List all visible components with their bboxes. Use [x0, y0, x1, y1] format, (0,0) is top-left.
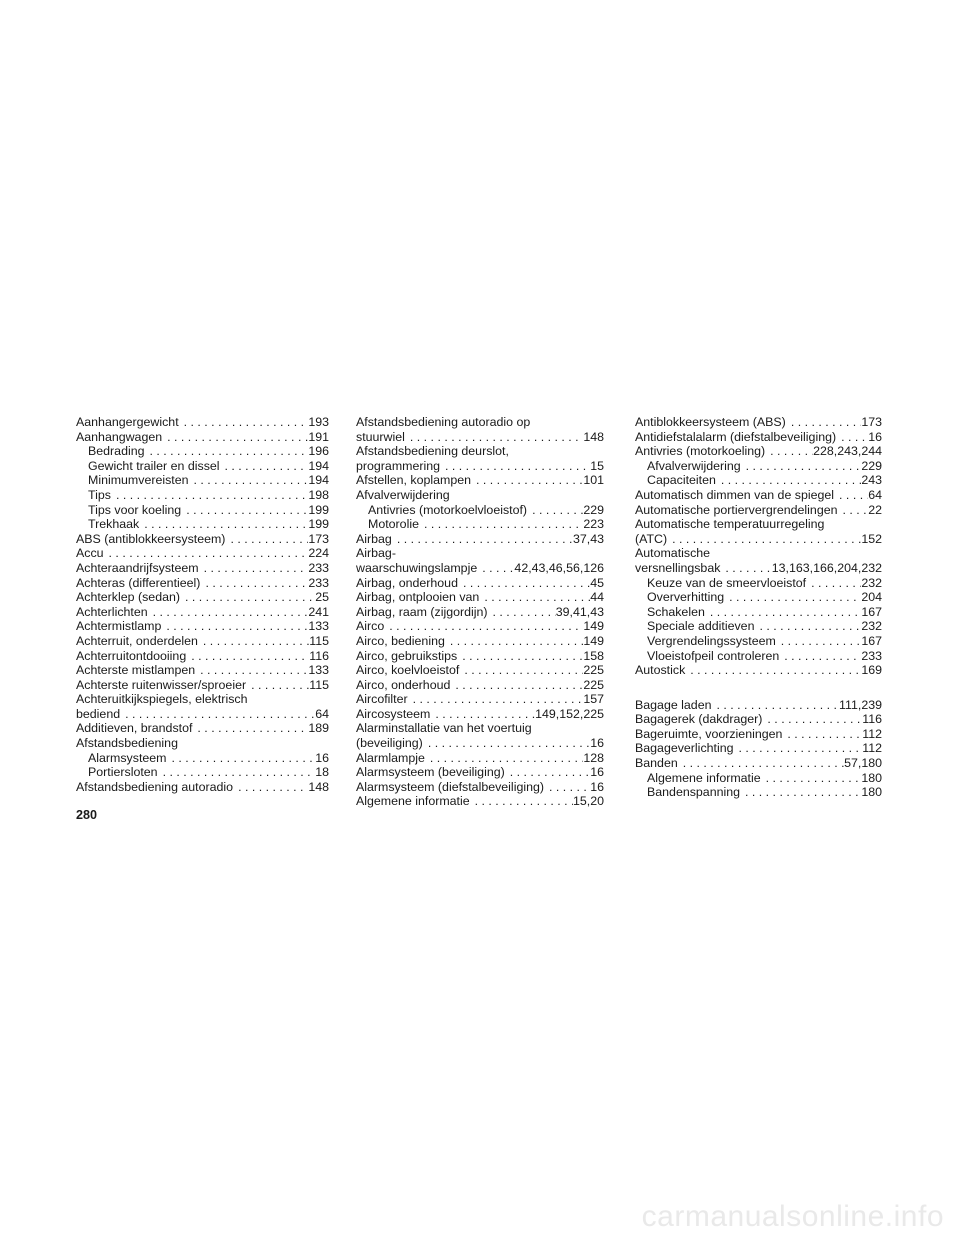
dot-leader	[158, 765, 316, 780]
entry-label: Bagage laden	[635, 697, 712, 712]
entry-page-ref: 16	[315, 750, 329, 765]
index-entry	[356, 605, 604, 620]
dot-leader	[720, 561, 771, 576]
entry-page-ref: 39,41,43	[555, 604, 604, 619]
dot-leader	[189, 473, 309, 488]
entry-page-ref: 225	[583, 663, 604, 678]
index-heading: Afstandsbediening deurslot,	[356, 444, 509, 459]
entry-page-ref: 37,43	[572, 531, 604, 546]
index-entry	[635, 663, 882, 678]
entry-label: (beveiliging)	[356, 736, 423, 751]
entry-page-ref: 112	[862, 726, 882, 741]
index-entry	[356, 649, 604, 664]
dot-leader	[479, 590, 590, 605]
entry-label: Algemene informatie	[356, 794, 470, 809]
entry-label: Trekhaak	[88, 517, 140, 532]
entry-page-ref: 128	[583, 750, 604, 765]
dot-leader	[200, 576, 308, 591]
index-subentry	[76, 765, 329, 780]
index-entry	[76, 605, 329, 620]
entry-page-ref: 224	[308, 546, 329, 561]
entry-page-ref: 169	[861, 663, 882, 678]
dot-leader	[233, 780, 308, 795]
entry-page-ref: 232	[861, 619, 882, 634]
index-entry	[76, 634, 329, 649]
entry-label: Airco	[356, 619, 385, 634]
entry-page-ref: 233	[308, 560, 329, 575]
index-subentry	[635, 473, 882, 488]
index-subentry	[76, 751, 329, 766]
dot-leader	[458, 576, 590, 591]
index-heading: Automatische temperatuurregeling	[635, 517, 825, 532]
dot-leader	[786, 415, 862, 430]
index-column-2	[356, 415, 604, 809]
entry-label: Airco, bediening	[356, 633, 445, 648]
dot-leader	[192, 721, 308, 736]
entry-label: Gewicht trailer en dissel	[88, 458, 220, 473]
dot-leader	[162, 430, 308, 445]
entry-page-ref: 116	[309, 648, 329, 663]
index-subentry	[76, 517, 329, 532]
index-subentry	[635, 619, 882, 634]
entry-label: Alarmsysteem	[88, 750, 167, 765]
entry-label: Motorolie	[368, 517, 419, 532]
dot-leader	[120, 707, 315, 722]
index-subentry	[635, 634, 882, 649]
index-entry	[635, 712, 882, 727]
entry-page-ref: 116	[862, 712, 882, 727]
entry-label: Speciale additieven	[647, 619, 755, 634]
dot-leader	[104, 546, 309, 561]
entry-label: Achterruitontdooiing	[76, 648, 187, 663]
index-entry	[356, 590, 604, 605]
index-entry	[356, 619, 604, 634]
index-entry	[76, 532, 329, 547]
entry-label: Antidiefstalalarm (diefstalbeveiliging)	[635, 429, 837, 444]
entry-page-ref: 158	[583, 648, 604, 663]
entry-page-ref: 149,152,225	[535, 706, 604, 721]
entry-label: Afstellen, koplampen	[356, 473, 472, 488]
index-entry	[356, 576, 604, 591]
entry-label: Airco, gebruikstips	[356, 648, 458, 663]
entry-label: Oververhitting	[647, 590, 725, 605]
entry-page-ref: 115	[309, 633, 329, 648]
index-heading: Afstandsbediening	[76, 736, 178, 751]
index-entry	[356, 765, 604, 780]
index-entry	[76, 430, 329, 445]
entry-page-ref: 101	[583, 473, 604, 488]
entry-label: Vergrendelingssysteem	[647, 633, 776, 648]
entry-label: Antivries (motorkoeling)	[635, 444, 766, 459]
entry-label: Minimumvereisten	[88, 473, 189, 488]
entry-page-ref: 167	[861, 633, 882, 648]
entry-label: Afvalverwijdering	[647, 458, 741, 473]
entry-page-ref: 44	[590, 590, 604, 605]
dot-leader	[457, 649, 583, 664]
index-entry	[635, 488, 882, 503]
index-entry	[356, 780, 604, 795]
index-entry	[356, 473, 604, 488]
dot-leader	[782, 727, 862, 742]
entry-page-ref: 233	[861, 648, 882, 663]
entry-label: Bagageverlichting	[635, 741, 734, 756]
entry-page-ref: 223	[583, 517, 604, 532]
section-gap	[635, 678, 882, 698]
index-entry	[356, 678, 604, 693]
dot-leader	[741, 459, 862, 474]
entry-label: Airco, onderhoud	[356, 677, 451, 692]
index-heading: Airbag-	[356, 546, 396, 561]
index-entry	[635, 532, 882, 547]
index-entry	[76, 649, 329, 664]
entry-page-ref: 16	[590, 779, 604, 794]
index-entry	[356, 430, 604, 445]
index-entry	[76, 415, 329, 430]
index-entry	[356, 663, 604, 678]
entry-page-ref: 18	[315, 765, 329, 780]
entry-page-ref: 45	[590, 575, 604, 590]
index-entry	[76, 546, 329, 561]
index-entry	[635, 430, 882, 445]
entry-label: Afstandsbediening autoradio	[76, 779, 234, 794]
index-subentry	[635, 605, 882, 620]
entry-page-ref: 229	[583, 502, 604, 517]
index-subentry	[356, 517, 604, 532]
dot-leader	[111, 488, 308, 503]
entry-label: Schakelen	[647, 604, 705, 619]
index-heading: Afstandsbediening autoradio op	[356, 415, 531, 429]
dot-leader	[450, 678, 583, 693]
index-entry	[635, 561, 882, 576]
index-subentry	[635, 785, 882, 800]
entry-label: Tips	[88, 487, 111, 502]
page-number: 280	[76, 808, 98, 822]
entry-page-ref: 196	[308, 444, 329, 459]
dot-leader	[225, 532, 308, 547]
entry-label: Bageruimte, voorzieningen	[635, 726, 783, 741]
entry-page-ref: 149	[583, 633, 604, 648]
entry-page-ref: 229	[861, 458, 882, 473]
entry-label: Achterklep (sedan)	[76, 590, 180, 605]
entry-label: Capaciteiten	[647, 473, 716, 488]
index-entry	[635, 756, 882, 771]
entry-page-ref: 193	[308, 415, 329, 429]
entry-label: Bedrading	[88, 444, 145, 459]
entry-label: Achterste ruitenwisser/sproeier	[76, 677, 247, 692]
entry-label: Aanhangergewicht	[76, 415, 179, 429]
entry-page-ref: 157	[583, 692, 604, 707]
entry-page-ref: 198	[308, 487, 329, 502]
entry-label: Achterruit, onderdelen	[76, 633, 198, 648]
entry-label: programmering	[356, 458, 441, 473]
entry-label: Airbag, onderhoud	[356, 575, 458, 590]
dot-leader	[711, 698, 839, 713]
index-entry	[356, 459, 604, 474]
index-heading: Automatische	[635, 546, 711, 561]
entry-page-ref: 243	[861, 473, 882, 488]
index-entry	[635, 415, 882, 430]
index-subentry	[635, 649, 882, 664]
index-column-1	[76, 415, 329, 794]
entry-page-ref: 180	[861, 770, 882, 785]
entry-label: Achtermistlamp	[76, 619, 162, 634]
entry-page-ref: 152	[861, 531, 882, 546]
entry-page-ref: 149	[583, 619, 604, 634]
entry-label: Banden	[635, 756, 678, 771]
dot-leader	[776, 634, 862, 649]
entry-page-ref: 115	[309, 677, 329, 692]
entry-label: Airbag, ontplooien van	[356, 590, 480, 605]
dot-leader	[186, 649, 309, 664]
index-subentry	[76, 459, 329, 474]
entry-page-ref: 15,20	[572, 794, 604, 809]
entry-page-ref: 57,180	[844, 756, 882, 771]
entry-label: Additieven, brandstof	[76, 721, 193, 736]
dot-leader	[762, 712, 862, 727]
index-subentry	[76, 473, 329, 488]
index-entry	[76, 619, 329, 634]
entry-label: Portiersloten	[88, 765, 158, 780]
dot-leader	[198, 634, 309, 649]
index-heading: Alarminstallatie van het voertuig	[356, 721, 532, 736]
entry-page-ref: 64	[315, 706, 329, 721]
index-entry	[76, 663, 329, 678]
dot-leader	[716, 473, 861, 488]
dot-leader	[392, 532, 573, 547]
entry-page-ref: 16	[868, 429, 882, 444]
dot-leader	[148, 605, 309, 620]
entry-label: Keuze van de smeervloeistof	[647, 575, 807, 590]
dot-leader	[408, 692, 584, 707]
index-entry	[356, 751, 604, 766]
entry-page-ref: 16	[590, 765, 604, 780]
entry-label: Tips voor koeling	[88, 502, 182, 517]
index-subentry	[76, 503, 329, 518]
dot-leader	[179, 415, 309, 430]
index-subentry	[76, 444, 329, 459]
dot-leader	[765, 444, 813, 459]
dot-leader	[425, 751, 583, 766]
dot-leader	[471, 473, 583, 488]
dot-leader	[430, 707, 535, 722]
index-entry	[76, 678, 329, 693]
entry-label: stuurwiel	[356, 429, 405, 444]
entry-label: Alarmsysteem (beveiliging)	[356, 765, 505, 780]
entry-page-ref: 225	[583, 677, 604, 692]
entry-page-ref: 204	[861, 590, 882, 605]
entry-page-ref: 25	[315, 590, 329, 605]
index-subentry	[635, 771, 882, 786]
entry-label: bediend	[76, 706, 121, 721]
entry-label: Airbag	[356, 531, 392, 546]
index-subentry	[76, 488, 329, 503]
dot-leader	[544, 780, 590, 795]
dot-leader	[145, 444, 309, 459]
index-entry	[356, 634, 604, 649]
dot-leader	[199, 561, 309, 576]
index-entry	[76, 721, 329, 736]
dot-leader	[477, 561, 514, 576]
index-entry	[76, 561, 329, 576]
index-heading: Achteruitkijkspiegels, elektrisch	[76, 692, 248, 707]
index-entry	[356, 561, 604, 576]
entry-label: Aanhangwagen	[76, 429, 163, 444]
entry-label: Automatisch dimmen van de spiegel	[635, 487, 835, 502]
index-heading: Afvalverwijdering	[356, 487, 450, 502]
index-entry	[356, 692, 604, 707]
dot-leader	[195, 663, 308, 678]
dot-leader	[834, 488, 868, 503]
dot-leader	[167, 751, 316, 766]
entry-label: versnellingsbak	[635, 560, 721, 575]
dot-leader	[181, 503, 308, 518]
index-entry	[635, 727, 882, 742]
entry-page-ref: 22	[868, 502, 882, 517]
entry-label: Achterste mistlampen	[76, 663, 196, 678]
entry-label: Achteraandrijfsysteem	[76, 560, 199, 575]
index-entry	[356, 794, 604, 809]
entry-page-ref: 228,243,244	[813, 444, 882, 459]
entry-label: Achterlichten	[76, 604, 148, 619]
dot-leader	[470, 794, 573, 809]
dot-leader	[246, 678, 309, 693]
entry-page-ref: 133	[308, 663, 329, 678]
entry-page-ref: 199	[308, 502, 329, 517]
index-entry	[356, 736, 604, 751]
dot-leader	[459, 663, 583, 678]
entry-page-ref: 148	[583, 429, 604, 444]
entry-page-ref: 133	[308, 619, 329, 634]
watermark: carmanualsonline.info	[641, 1200, 944, 1233]
dot-leader	[836, 430, 868, 445]
entry-page-ref: 15	[590, 458, 604, 473]
index-entry	[635, 741, 882, 756]
entry-page-ref: 173	[308, 531, 329, 546]
index-subentry	[635, 590, 882, 605]
entry-label: Alarmlampje	[356, 750, 425, 765]
entry-label: Airbag, raam (zijgordijn)	[356, 604, 488, 619]
entry-label: Aircofilter	[356, 692, 408, 707]
index-entry	[635, 698, 882, 713]
entry-page-ref: 173	[861, 415, 882, 429]
entry-page-ref: 112	[862, 741, 882, 756]
entry-label: Antiblokkeersysteem (ABS)	[635, 415, 786, 429]
index-entry	[76, 590, 329, 605]
index-entry	[635, 503, 882, 518]
entry-page-ref: 111,239	[839, 697, 882, 712]
entry-label: Algemene informatie	[647, 770, 761, 785]
entry-label: Bandenspanning	[647, 785, 741, 800]
entry-page-ref: 191	[308, 429, 329, 444]
dot-leader	[806, 576, 861, 591]
entry-page-ref: 180	[861, 785, 882, 800]
entry-page-ref: 194	[308, 458, 329, 473]
entry-page-ref: 16	[590, 736, 604, 751]
dot-leader	[419, 517, 583, 532]
entry-label: Alarmsysteem (diefstalbeveiliging)	[356, 779, 544, 794]
dot-leader	[734, 741, 863, 756]
entry-page-ref: 232	[861, 575, 882, 590]
entry-label: ABS (antiblokkeersysteem)	[76, 531, 226, 546]
dot-leader	[440, 459, 590, 474]
entry-label: Airco, koelvloeistof	[356, 663, 460, 678]
dot-leader	[685, 663, 861, 678]
dot-leader	[384, 619, 583, 634]
entry-label: Vloeistofpeil controleren	[647, 648, 780, 663]
entry-page-ref: 194	[308, 473, 329, 488]
entry-label: Bagagerek (dakdrager)	[635, 712, 763, 727]
dot-leader	[779, 649, 861, 664]
entry-page-ref: 199	[308, 517, 329, 532]
dot-leader	[678, 756, 844, 771]
dot-leader	[180, 590, 315, 605]
index-subentry	[635, 459, 882, 474]
entry-label: waarschuwingslampje	[356, 560, 478, 575]
dot-leader	[527, 503, 583, 518]
dot-leader	[423, 736, 590, 751]
dot-leader	[505, 765, 590, 780]
index-entry	[76, 780, 329, 795]
dot-leader	[220, 459, 309, 474]
entry-page-ref: 167	[861, 604, 882, 619]
index-subentry	[356, 503, 604, 518]
entry-page-ref: 241	[308, 604, 329, 619]
dot-leader	[139, 517, 308, 532]
entry-label: Antivries (motorkoelvloeistof)	[368, 502, 528, 517]
dot-leader	[761, 771, 862, 786]
dot-leader	[754, 619, 861, 634]
index-column-3	[635, 415, 882, 800]
index-entry	[76, 707, 329, 722]
dot-leader	[705, 605, 861, 620]
dot-leader	[445, 634, 583, 649]
dot-leader	[405, 430, 583, 445]
index-subentry	[635, 576, 882, 591]
entry-page-ref: 42,43,46,56,126	[514, 560, 604, 575]
entry-page-ref: 148	[308, 779, 329, 794]
entry-label: Accu	[76, 546, 104, 561]
entry-page-ref: 13,163,166,204,232	[771, 560, 882, 575]
dot-leader	[724, 590, 861, 605]
index-entry	[635, 444, 882, 459]
dot-leader	[488, 605, 556, 620]
entry-label: Autostick	[635, 663, 686, 678]
entry-label: Automatische portiervergrendelingen	[635, 502, 838, 517]
entry-label: (ATC)	[635, 531, 668, 546]
dot-leader	[740, 785, 861, 800]
entry-label: Achteras (differentieel)	[76, 575, 201, 590]
index-entry	[356, 707, 604, 722]
entry-page-ref: 233	[308, 575, 329, 590]
index-entry	[76, 576, 329, 591]
index-entry	[356, 532, 604, 547]
dot-leader	[667, 532, 861, 547]
dot-leader	[161, 619, 308, 634]
dot-leader	[838, 503, 869, 518]
entry-page-ref: 64	[868, 487, 882, 502]
entry-label: Aircosysteem	[356, 706, 431, 721]
entry-page-ref: 189	[308, 721, 329, 736]
